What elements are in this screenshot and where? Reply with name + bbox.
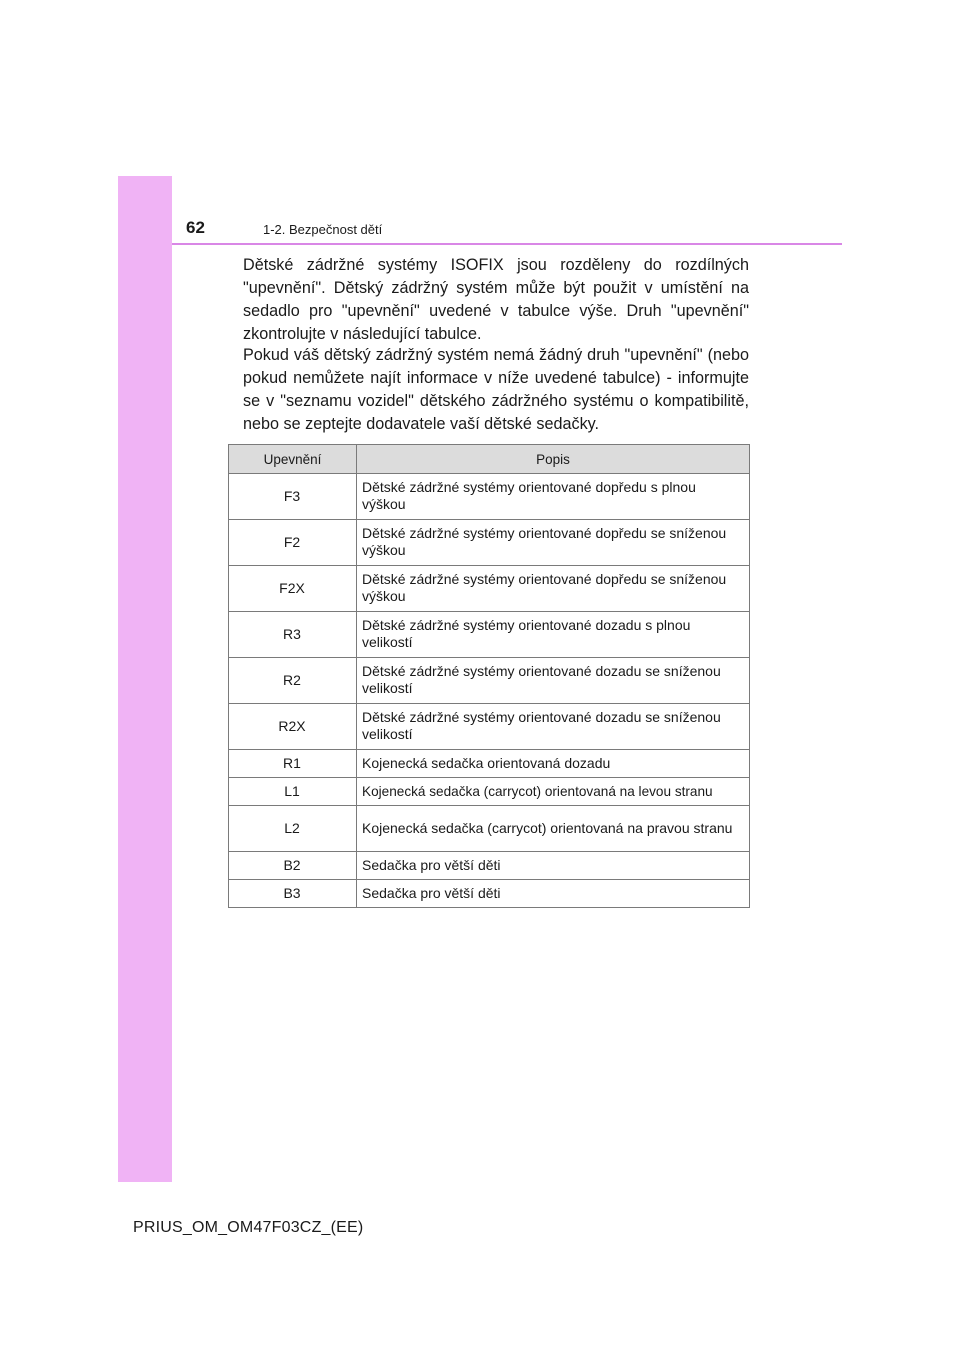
table-row — [229, 520, 750, 566]
fixture-table — [228, 444, 750, 908]
fixture-description: Dětské zádržné systémy orientované dozadu se sníženou velikostí — [357, 658, 750, 704]
fixture-description: Kojenecká sedačka orientovaná dozadu — [357, 750, 750, 778]
table-row — [229, 566, 750, 612]
column-header-fixture: Upevnění — [229, 445, 357, 474]
table-row — [229, 880, 750, 908]
table-header-row — [229, 445, 750, 474]
table-row — [229, 704, 750, 750]
fixture-description: Sedačka pro větší děti — [357, 852, 750, 880]
fixture-description: Dětské zádržné systémy orientované dopředu s plnou výškou — [357, 474, 750, 520]
table-row — [229, 658, 750, 704]
fixture-code: F2 — [229, 520, 357, 566]
paragraph-info: Pokud váš dětský zádržný systém nemá žádný druh "upevnění" (nebo pokud nemůžete najít informace v níže uvedené tabulce) - informujte se v "seznamu vozidel" dětského zádržného systému o kompatibilitě, nebo se zeptejte dodavatele vaší dětské sedačky. — [243, 346, 749, 433]
fixture-code: L1 — [229, 778, 357, 806]
fixture-description: Sedačka pro větší děti — [357, 880, 750, 908]
section-title: 1-2. Bezpečnost dětí — [263, 222, 383, 237]
document-footer-code: PRIUS_OM_OM47F03CZ_(EE) — [133, 1219, 364, 1236]
fixture-code: R2X — [229, 704, 357, 750]
fixture-code: R2 — [229, 658, 357, 704]
header-rule — [172, 243, 842, 245]
fixture-description: Dětské zádržné systémy orientované dozadu se sníženou velikostí — [357, 704, 750, 750]
side-band — [118, 176, 172, 1182]
fixture-code: R1 — [229, 750, 357, 778]
table-row — [229, 612, 750, 658]
fixture-description: Dětské zádržné systémy orientované dozadu s plnou velikostí — [357, 612, 750, 658]
fixture-code: B3 — [229, 880, 357, 908]
fixture-description: Kojenecká sedačka (carrycot) orientovaná na pravou stranu — [357, 806, 750, 852]
table-row — [229, 852, 750, 880]
column-header-description: Popis — [357, 445, 750, 474]
fixture-code: B2 — [229, 852, 357, 880]
table-row — [229, 806, 750, 852]
fixture-code: L2 — [229, 806, 357, 852]
fixture-code: R3 — [229, 612, 357, 658]
fixture-description: Dětské zádržné systémy orientované dopředu se sníženou výškou — [357, 520, 750, 566]
fixture-description: Kojenecká sedačka (carrycot) orientovaná na levou stranu — [357, 778, 750, 806]
table-row — [229, 750, 750, 778]
fixture-code: F3 — [229, 474, 357, 520]
table-row — [229, 474, 750, 520]
fixture-description: Dětské zádržné systémy orientované dopředu se sníženou výškou — [357, 566, 750, 612]
paragraph-intro: Dětské zádržné systémy ISOFIX jsou rozděleny do rozdílných "upevnění". Dětský zádržný systém může být použit v umístění na sedadlo pro "upevnění" uvedené v tabulce výše. Druh "upevnění" zkontrolujte v následující tabulce. — [243, 256, 749, 343]
table-row — [229, 778, 750, 806]
page-number: 62 — [186, 218, 205, 237]
fixture-code: F2X — [229, 566, 357, 612]
